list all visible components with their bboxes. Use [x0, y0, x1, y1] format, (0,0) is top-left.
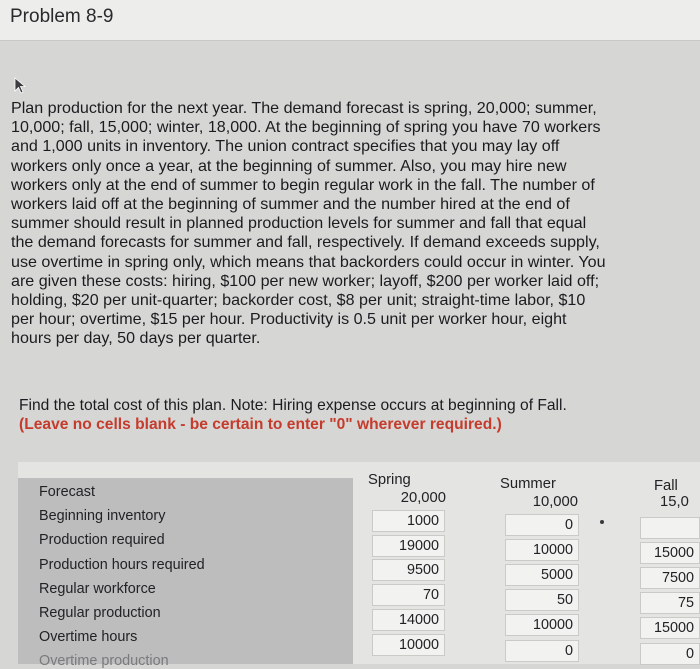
summer-overtime-hours-cell[interactable]: 0	[505, 640, 579, 662]
forecast-fall: 15,0	[660, 494, 689, 510]
column-header-summer: Summer	[500, 476, 556, 492]
row-label-regular-production: Regular production	[39, 605, 161, 621]
row-label-overtime-hours: Overtime hours	[39, 629, 138, 645]
page-title: Problem 8-9	[10, 6, 114, 27]
column-header-spring: Spring	[368, 472, 411, 488]
instruction-text: Find the total cost of this plan. Note: Hiring expense occurs at beginning of Fall.	[19, 397, 567, 414]
fall-production-hours-cell[interactable]: 7500	[640, 567, 700, 589]
summer-production-required-cell[interactable]: 10000	[505, 539, 579, 561]
row-label-production-hours: Production hours required	[39, 557, 205, 573]
summer-production-hours-cell[interactable]: 5000	[505, 564, 579, 586]
spring-beginning-inventory-cell[interactable]: 1000	[372, 510, 445, 532]
forecast-spring: 20,000	[400, 490, 446, 506]
summer-regular-workforce-cell[interactable]: 50	[505, 589, 579, 611]
row-label-forecast: Forecast	[39, 484, 95, 500]
fall-regular-production-cell[interactable]: 15000	[640, 617, 700, 639]
row-label-production-required: Production required	[39, 532, 165, 548]
warning-note: (Leave no cells blank - be certain to enter "0" wherever required.)	[19, 416, 502, 433]
fall-production-required-cell[interactable]: 15000	[640, 542, 700, 564]
summer-regular-production-cell[interactable]: 10000	[505, 614, 579, 636]
row-label-beginning-inventory: Beginning inventory	[39, 508, 166, 524]
fall-regular-workforce-cell[interactable]: 75	[640, 592, 700, 614]
spring-regular-workforce-cell[interactable]: 70	[372, 584, 445, 606]
cursor-dot	[600, 520, 604, 524]
forecast-summer: 10,000	[532, 494, 578, 510]
fall-overtime-hours-cell[interactable]: 0	[640, 643, 700, 665]
problem-statement: Plan production for the next year. The demand forecast is spring, 20,000; summer, 10,000; fall, 15,000; winter, 18,000. At the beginning of spring you have 70 workers and 1,000 units in inventory. The union contract specifies that you may lay off workers only once a year, at the beginning of summer. Also, you may hire new workers only at the end of summer to begin regular work in the fall. The number of workers laid off at the beginning of summer and the number hired at the end of summer should result in planned production levels for summer and fall that equal the demand forecasts for summer and fall, respectively. If demand exceeds supply, use overtime in spring only, which means that backorders could occur in winter. You are given these costs: hiring, $100 per new worker; layoff, $200 per worker laid off; holding, $20 per unit-quarter; backorder cost, $8 per unit; straight-time labor, $10 per hour; overtime, $15 per hour. Productivity is 0.5 unit per worker hour, eight hours per day, 50 days per quarter.	[11, 99, 606, 348]
mouse-pointer-icon	[13, 77, 27, 95]
spring-overtime-hours-cell[interactable]: 10000	[372, 634, 445, 656]
header-bar	[0, 0, 700, 41]
summer-beginning-inventory-cell[interactable]: 0	[505, 514, 579, 536]
spring-production-required-cell[interactable]: 19000	[372, 535, 445, 557]
spring-regular-production-cell[interactable]: 14000	[372, 609, 445, 631]
row-label-overtime-production: Overtime production	[39, 653, 169, 669]
spring-production-hours-cell[interactable]: 9500	[372, 559, 445, 581]
row-label-regular-workforce: Regular workforce	[39, 581, 156, 597]
column-header-fall: Fall	[654, 478, 678, 494]
fall-beginning-inventory-cell[interactable]	[640, 517, 700, 539]
